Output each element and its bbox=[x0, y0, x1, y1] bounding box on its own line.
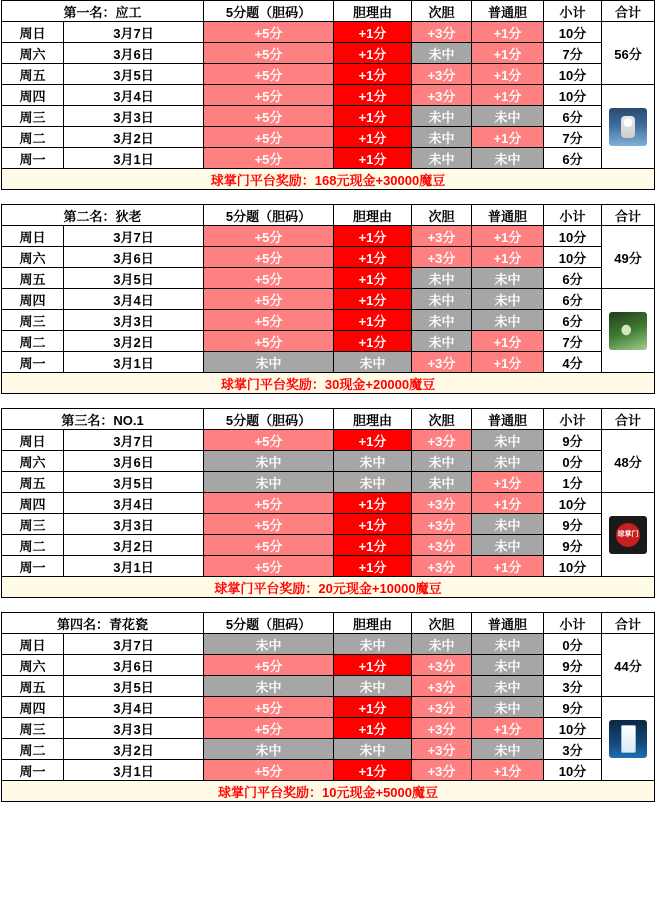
col-header-subtotal: 小计 bbox=[544, 409, 602, 430]
soccer-player-photo bbox=[609, 108, 647, 146]
cell-five-point: +5分 bbox=[204, 64, 334, 85]
cell-five-point: +5分 bbox=[204, 331, 334, 352]
cell-date: 3月2日 bbox=[64, 535, 204, 556]
cell-pu-dan: +1分 bbox=[472, 760, 544, 781]
cell-pu-dan: +1分 bbox=[472, 127, 544, 148]
cell-date: 3月5日 bbox=[64, 472, 204, 493]
cell-subtotal: 10分 bbox=[544, 760, 602, 781]
cell-ci-dan: +3分 bbox=[412, 535, 472, 556]
cell-day: 周五 bbox=[2, 472, 64, 493]
cell-day: 周三 bbox=[2, 718, 64, 739]
rank-block bbox=[0, 612, 655, 802]
cell-ci-dan: +3分 bbox=[412, 64, 472, 85]
cell-pu-dan: +1分 bbox=[472, 85, 544, 106]
cell-day: 周六 bbox=[2, 655, 64, 676]
cell-reason: +1分 bbox=[334, 289, 412, 310]
cell-pu-dan: 未中 bbox=[472, 697, 544, 718]
cell-pu-dan: 未中 bbox=[472, 655, 544, 676]
table-row bbox=[2, 310, 655, 331]
cell-date: 3月4日 bbox=[64, 697, 204, 718]
cell-ci-dan: +3分 bbox=[412, 514, 472, 535]
cell-five-point: +5分 bbox=[204, 556, 334, 577]
table-header-row bbox=[2, 409, 655, 430]
cell-ci-dan: +3分 bbox=[412, 556, 472, 577]
cell-reason: +1分 bbox=[334, 493, 412, 514]
col-header-ci-dan: 次胆 bbox=[412, 1, 472, 22]
table-row bbox=[2, 697, 655, 718]
cell-date: 3月7日 bbox=[64, 430, 204, 451]
col-header-total: 合计 bbox=[602, 613, 655, 634]
rank-table bbox=[1, 612, 655, 802]
cell-subtotal: 10分 bbox=[544, 556, 602, 577]
cell-subtotal: 10分 bbox=[544, 85, 602, 106]
cell-pu-dan: 未中 bbox=[472, 148, 544, 169]
avatar bbox=[602, 493, 655, 577]
cell-pu-dan: 未中 bbox=[472, 535, 544, 556]
cell-day: 周日 bbox=[2, 226, 64, 247]
cell-date: 3月7日 bbox=[64, 22, 204, 43]
col-header-subtotal: 小计 bbox=[544, 613, 602, 634]
col-header-total: 合计 bbox=[602, 409, 655, 430]
cell-day: 周四 bbox=[2, 697, 64, 718]
cell-pu-dan: +1分 bbox=[472, 556, 544, 577]
cell-five-point: +5分 bbox=[204, 127, 334, 148]
cell-five-point: +5分 bbox=[204, 514, 334, 535]
cell-reason: +1分 bbox=[334, 556, 412, 577]
cell-ci-dan: 未中 bbox=[412, 127, 472, 148]
cell-ci-dan: +3分 bbox=[412, 226, 472, 247]
table-row bbox=[2, 85, 655, 106]
table-row bbox=[2, 430, 655, 451]
total-score: 56分 bbox=[602, 22, 655, 85]
cell-pu-dan: +1分 bbox=[472, 226, 544, 247]
table-header-row bbox=[2, 1, 655, 22]
total-score: 48分 bbox=[602, 430, 655, 493]
cell-subtotal: 9分 bbox=[544, 697, 602, 718]
cell-subtotal: 6分 bbox=[544, 148, 602, 169]
cell-date: 3月5日 bbox=[64, 64, 204, 85]
cell-day: 周五 bbox=[2, 64, 64, 85]
table-row bbox=[2, 760, 655, 781]
cell-subtotal: 7分 bbox=[544, 127, 602, 148]
cell-pu-dan: +1分 bbox=[472, 331, 544, 352]
cell-reason: +1分 bbox=[334, 697, 412, 718]
cell-date: 3月3日 bbox=[64, 106, 204, 127]
cell-subtotal: 6分 bbox=[544, 289, 602, 310]
cell-pu-dan: +1分 bbox=[472, 247, 544, 268]
award-row bbox=[2, 577, 655, 598]
cell-day: 周二 bbox=[2, 127, 64, 148]
cell-pu-dan: 未中 bbox=[472, 310, 544, 331]
col-header-total: 合计 bbox=[602, 205, 655, 226]
rank-table bbox=[1, 0, 655, 190]
qiuzhangmen-badge bbox=[609, 516, 647, 554]
cell-reason: 未中 bbox=[334, 739, 412, 760]
award-text: 球掌门平台奖励：168元现金+30000魔豆 bbox=[2, 169, 655, 190]
award-row bbox=[2, 169, 655, 190]
table-row bbox=[2, 535, 655, 556]
cell-reason: +1分 bbox=[334, 148, 412, 169]
cell-day: 周二 bbox=[2, 739, 64, 760]
rank-name-header: 第三名：NO.1 bbox=[2, 409, 204, 430]
cell-date: 3月6日 bbox=[64, 247, 204, 268]
cell-reason: +1分 bbox=[334, 310, 412, 331]
cell-ci-dan: 未中 bbox=[412, 451, 472, 472]
cell-five-point: +5分 bbox=[204, 430, 334, 451]
col-header-ci-dan: 次胆 bbox=[412, 613, 472, 634]
cell-day: 周一 bbox=[2, 148, 64, 169]
cell-day: 周六 bbox=[2, 451, 64, 472]
cell-day: 周四 bbox=[2, 85, 64, 106]
cell-subtotal: 0分 bbox=[544, 451, 602, 472]
cell-reason: +1分 bbox=[334, 106, 412, 127]
cell-reason: +1分 bbox=[334, 718, 412, 739]
cell-reason: +1分 bbox=[334, 655, 412, 676]
cell-ci-dan: +3分 bbox=[412, 430, 472, 451]
cell-ci-dan: +3分 bbox=[412, 85, 472, 106]
cell-subtotal: 1分 bbox=[544, 472, 602, 493]
avatar bbox=[602, 85, 655, 169]
cell-pu-dan: +1分 bbox=[472, 43, 544, 64]
col-header-subtotal: 小计 bbox=[544, 205, 602, 226]
cell-five-point: +5分 bbox=[204, 493, 334, 514]
rank-name-header: 第二名：狄老 bbox=[2, 205, 204, 226]
cell-date: 3月2日 bbox=[64, 127, 204, 148]
col-header-ci-dan: 次胆 bbox=[412, 409, 472, 430]
cell-ci-dan: +3分 bbox=[412, 739, 472, 760]
cell-five-point: +5分 bbox=[204, 289, 334, 310]
col-header-pu-dan: 普通胆 bbox=[472, 1, 544, 22]
cell-five-point: +5分 bbox=[204, 535, 334, 556]
cell-date: 3月2日 bbox=[64, 331, 204, 352]
rank-table bbox=[1, 408, 655, 598]
cell-pu-dan: +1分 bbox=[472, 352, 544, 373]
cell-five-point: +5分 bbox=[204, 43, 334, 64]
cell-date: 3月6日 bbox=[64, 451, 204, 472]
cell-subtotal: 9分 bbox=[544, 514, 602, 535]
award-text: 球掌门平台奖励：20元现金+10000魔豆 bbox=[2, 577, 655, 598]
col-header-reason: 胆理由 bbox=[334, 409, 412, 430]
cell-pu-dan: +1分 bbox=[472, 64, 544, 85]
cell-subtotal: 10分 bbox=[544, 22, 602, 43]
table-row bbox=[2, 718, 655, 739]
cell-day: 周日 bbox=[2, 430, 64, 451]
award-row bbox=[2, 373, 655, 394]
cell-date: 3月2日 bbox=[64, 739, 204, 760]
col-header-reason: 胆理由 bbox=[334, 613, 412, 634]
table-row bbox=[2, 493, 655, 514]
cell-five-point: +5分 bbox=[204, 718, 334, 739]
cell-day: 周一 bbox=[2, 556, 64, 577]
cell-reason: 未中 bbox=[334, 352, 412, 373]
table-row bbox=[2, 268, 655, 289]
table-row bbox=[2, 331, 655, 352]
cell-pu-dan: 未中 bbox=[472, 289, 544, 310]
cell-day: 周五 bbox=[2, 268, 64, 289]
cell-reason: 未中 bbox=[334, 472, 412, 493]
cell-date: 3月7日 bbox=[64, 634, 204, 655]
cell-subtotal: 9分 bbox=[544, 535, 602, 556]
cell-ci-dan: 未中 bbox=[412, 331, 472, 352]
cell-pu-dan: +1分 bbox=[472, 22, 544, 43]
table-row bbox=[2, 247, 655, 268]
badge-mark: 球掌门 bbox=[616, 523, 640, 547]
cell-day: 周六 bbox=[2, 247, 64, 268]
cell-subtotal: 6分 bbox=[544, 268, 602, 289]
cell-day: 周四 bbox=[2, 289, 64, 310]
cell-subtotal: 6分 bbox=[544, 310, 602, 331]
cell-pu-dan: 未中 bbox=[472, 739, 544, 760]
avatar bbox=[602, 697, 655, 781]
cell-day: 周五 bbox=[2, 676, 64, 697]
cell-five-point: +5分 bbox=[204, 310, 334, 331]
table-header-row bbox=[2, 205, 655, 226]
block-divider bbox=[0, 398, 655, 408]
cell-day: 周三 bbox=[2, 514, 64, 535]
award-text: 球掌门平台奖励：10元现金+5000魔豆 bbox=[2, 781, 655, 802]
cell-reason: +1分 bbox=[334, 268, 412, 289]
cell-reason: +1分 bbox=[334, 85, 412, 106]
cell-ci-dan: 未中 bbox=[412, 43, 472, 64]
avatar bbox=[602, 289, 655, 373]
cell-reason: +1分 bbox=[334, 226, 412, 247]
col-header-total: 合计 bbox=[602, 1, 655, 22]
cell-subtotal: 7分 bbox=[544, 331, 602, 352]
green-leaf-photo bbox=[609, 312, 647, 350]
rank-block bbox=[0, 204, 655, 394]
rank-block bbox=[0, 408, 655, 598]
cell-five-point: +5分 bbox=[204, 760, 334, 781]
cell-date: 3月6日 bbox=[64, 43, 204, 64]
table-row bbox=[2, 676, 655, 697]
cell-day: 周三 bbox=[2, 310, 64, 331]
cell-date: 3月1日 bbox=[64, 352, 204, 373]
cell-five-point: 未中 bbox=[204, 634, 334, 655]
cell-ci-dan: 未中 bbox=[412, 289, 472, 310]
cell-five-point: 未中 bbox=[204, 472, 334, 493]
cell-date: 3月3日 bbox=[64, 718, 204, 739]
cell-day: 周日 bbox=[2, 634, 64, 655]
cell-five-point: +5分 bbox=[204, 697, 334, 718]
cell-ci-dan: +3分 bbox=[412, 655, 472, 676]
cell-ci-dan: +3分 bbox=[412, 718, 472, 739]
cell-subtotal: 10分 bbox=[544, 247, 602, 268]
cell-day: 周一 bbox=[2, 352, 64, 373]
col-header-subtotal: 小计 bbox=[544, 1, 602, 22]
rank-name-header: 第四名：青花瓷 bbox=[2, 613, 204, 634]
award-row bbox=[2, 781, 655, 802]
cell-subtotal: 4分 bbox=[544, 352, 602, 373]
award-text: 球掌门平台奖励：30现金+20000魔豆 bbox=[2, 373, 655, 394]
table-row bbox=[2, 514, 655, 535]
cell-subtotal: 7分 bbox=[544, 43, 602, 64]
cell-day: 周六 bbox=[2, 43, 64, 64]
cell-reason: +1分 bbox=[334, 247, 412, 268]
block-divider bbox=[0, 194, 655, 204]
table-row bbox=[2, 655, 655, 676]
cell-date: 3月4日 bbox=[64, 289, 204, 310]
cell-pu-dan: 未中 bbox=[472, 430, 544, 451]
cell-day: 周日 bbox=[2, 22, 64, 43]
cell-pu-dan: 未中 bbox=[472, 451, 544, 472]
table-header-row bbox=[2, 613, 655, 634]
cell-five-point: 未中 bbox=[204, 352, 334, 373]
cell-ci-dan: 未中 bbox=[412, 310, 472, 331]
cell-subtotal: 10分 bbox=[544, 718, 602, 739]
rank-block bbox=[0, 0, 655, 190]
col-header-pu-dan: 普通胆 bbox=[472, 613, 544, 634]
cell-day: 周三 bbox=[2, 106, 64, 127]
table-row bbox=[2, 148, 655, 169]
cell-ci-dan: +3分 bbox=[412, 352, 472, 373]
cell-pu-dan: 未中 bbox=[472, 514, 544, 535]
col-header-five-point: 5分题（胆码） bbox=[204, 205, 334, 226]
cell-date: 3月4日 bbox=[64, 85, 204, 106]
table-row bbox=[2, 472, 655, 493]
cell-five-point: +5分 bbox=[204, 85, 334, 106]
cell-five-point: +5分 bbox=[204, 247, 334, 268]
table-row bbox=[2, 289, 655, 310]
cell-reason: +1分 bbox=[334, 535, 412, 556]
cell-five-point: +5分 bbox=[204, 106, 334, 127]
cell-pu-dan: +1分 bbox=[472, 718, 544, 739]
total-score: 49分 bbox=[602, 226, 655, 289]
cell-date: 3月5日 bbox=[64, 676, 204, 697]
cell-pu-dan: 未中 bbox=[472, 106, 544, 127]
cell-reason: 未中 bbox=[334, 676, 412, 697]
cell-date: 3月4日 bbox=[64, 493, 204, 514]
cell-pu-dan: 未中 bbox=[472, 676, 544, 697]
cell-ci-dan: +3分 bbox=[412, 760, 472, 781]
total-score: 44分 bbox=[602, 634, 655, 697]
cell-ci-dan: +3分 bbox=[412, 247, 472, 268]
cell-day: 周二 bbox=[2, 535, 64, 556]
cell-pu-dan: 未中 bbox=[472, 268, 544, 289]
col-header-five-point: 5分题（胆码） bbox=[204, 613, 334, 634]
col-header-ci-dan: 次胆 bbox=[412, 205, 472, 226]
cell-five-point: +5分 bbox=[204, 22, 334, 43]
cell-five-point: +5分 bbox=[204, 148, 334, 169]
cell-reason: 未中 bbox=[334, 634, 412, 655]
cell-reason: +1分 bbox=[334, 514, 412, 535]
cell-subtotal: 9分 bbox=[544, 430, 602, 451]
cell-five-point: 未中 bbox=[204, 676, 334, 697]
cell-pu-dan: 未中 bbox=[472, 634, 544, 655]
table-row bbox=[2, 352, 655, 373]
col-header-pu-dan: 普通胆 bbox=[472, 205, 544, 226]
cell-day: 周四 bbox=[2, 493, 64, 514]
cell-reason: 未中 bbox=[334, 451, 412, 472]
cell-date: 3月5日 bbox=[64, 268, 204, 289]
table-row bbox=[2, 739, 655, 760]
cell-date: 3月3日 bbox=[64, 310, 204, 331]
block-divider bbox=[0, 602, 655, 612]
cell-reason: +1分 bbox=[334, 760, 412, 781]
table-row bbox=[2, 634, 655, 655]
cell-subtotal: 0分 bbox=[544, 634, 602, 655]
blue-can-photo bbox=[609, 720, 647, 758]
cell-five-point: 未中 bbox=[204, 451, 334, 472]
cell-ci-dan: 未中 bbox=[412, 472, 472, 493]
cell-subtotal: 10分 bbox=[544, 226, 602, 247]
col-header-reason: 胆理由 bbox=[334, 1, 412, 22]
col-header-pu-dan: 普通胆 bbox=[472, 409, 544, 430]
table-row bbox=[2, 556, 655, 577]
cell-date: 3月6日 bbox=[64, 655, 204, 676]
cell-subtotal: 10分 bbox=[544, 64, 602, 85]
cell-pu-dan: +1分 bbox=[472, 472, 544, 493]
cell-five-point: +5分 bbox=[204, 268, 334, 289]
cell-subtotal: 6分 bbox=[544, 106, 602, 127]
can-shape bbox=[621, 725, 636, 753]
cell-five-point: 未中 bbox=[204, 739, 334, 760]
cell-reason: +1分 bbox=[334, 430, 412, 451]
cell-ci-dan: +3分 bbox=[412, 22, 472, 43]
cell-reason: +1分 bbox=[334, 22, 412, 43]
cell-five-point: +5分 bbox=[204, 226, 334, 247]
cell-day: 周二 bbox=[2, 331, 64, 352]
cell-ci-dan: +3分 bbox=[412, 676, 472, 697]
cell-subtotal: 10分 bbox=[544, 493, 602, 514]
table-row bbox=[2, 64, 655, 85]
table-row bbox=[2, 43, 655, 64]
cell-subtotal: 3分 bbox=[544, 739, 602, 760]
table-row bbox=[2, 127, 655, 148]
cell-day: 周一 bbox=[2, 760, 64, 781]
col-header-reason: 胆理由 bbox=[334, 205, 412, 226]
cell-date: 3月1日 bbox=[64, 148, 204, 169]
cell-ci-dan: +3分 bbox=[412, 697, 472, 718]
cell-date: 3月1日 bbox=[64, 760, 204, 781]
cell-reason: +1分 bbox=[334, 64, 412, 85]
cell-date: 3月7日 bbox=[64, 226, 204, 247]
cell-ci-dan: 未中 bbox=[412, 268, 472, 289]
cell-five-point: +5分 bbox=[204, 655, 334, 676]
table-row bbox=[2, 226, 655, 247]
table-row bbox=[2, 451, 655, 472]
cell-ci-dan: +3分 bbox=[412, 493, 472, 514]
table-row bbox=[2, 22, 655, 43]
cell-pu-dan: +1分 bbox=[472, 493, 544, 514]
cell-ci-dan: 未中 bbox=[412, 634, 472, 655]
cell-reason: +1分 bbox=[334, 331, 412, 352]
col-header-five-point: 5分题（胆码） bbox=[204, 1, 334, 22]
rank-table bbox=[1, 204, 655, 394]
cell-reason: +1分 bbox=[334, 127, 412, 148]
cell-ci-dan: 未中 bbox=[412, 106, 472, 127]
col-header-five-point: 5分题（胆码） bbox=[204, 409, 334, 430]
cell-date: 3月3日 bbox=[64, 514, 204, 535]
cell-subtotal: 9分 bbox=[544, 655, 602, 676]
cell-date: 3月1日 bbox=[64, 556, 204, 577]
cell-ci-dan: 未中 bbox=[412, 148, 472, 169]
rank-name-header: 第一名：应工 bbox=[2, 1, 204, 22]
cell-reason: +1分 bbox=[334, 43, 412, 64]
table-row bbox=[2, 106, 655, 127]
cell-subtotal: 3分 bbox=[544, 676, 602, 697]
